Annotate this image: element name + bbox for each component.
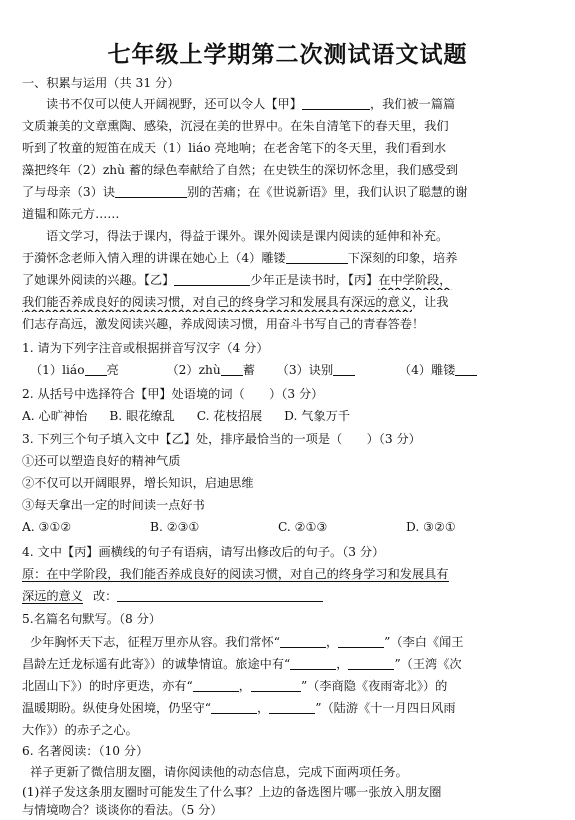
option-c[interactable]: C. ②①③ bbox=[278, 520, 328, 534]
passage1-line: 文质兼美的文章熏陶、感染，沉浸在美的世界中。在朱自清笔下的春天里，我们 bbox=[22, 119, 449, 133]
text-span: ，我们被一篇篇 bbox=[369, 97, 456, 111]
answer-blank[interactable] bbox=[193, 678, 239, 692]
section-heading: 一、积累与运用（共 31 分） bbox=[22, 76, 180, 90]
question-4: 4. 文中【丙】画横线的句子有语病，请写出修改后的句子。（3 分） bbox=[22, 545, 385, 559]
recitation-line bbox=[22, 676, 557, 696]
question-1-items bbox=[30, 360, 565, 380]
item-char: 亮 bbox=[106, 363, 119, 377]
answer-blank[interactable] bbox=[280, 634, 326, 648]
text-span: ， bbox=[325, 635, 339, 649]
answer-blank[interactable] bbox=[115, 184, 187, 198]
option-b[interactable]: B. 眼花缭乱 bbox=[109, 409, 175, 423]
passage2-line: 语文学习，得法于课内，得益于课外。课外阅读是课内阅读的延伸和补充。 bbox=[46, 229, 449, 243]
answer-blank[interactable] bbox=[251, 678, 301, 692]
option-c[interactable]: C. 花枝招展 bbox=[196, 409, 263, 423]
answer-blank[interactable] bbox=[302, 96, 370, 110]
answer-blank[interactable] bbox=[221, 362, 243, 376]
option-a[interactable]: A. 心旷神怡 bbox=[22, 409, 88, 423]
answer-blank[interactable] bbox=[174, 272, 250, 286]
recitation-line bbox=[22, 698, 557, 718]
text-span: ”（李白《闻王 bbox=[384, 635, 464, 649]
sentence-3: ③每天拿出一定的时间读一点好书 bbox=[22, 498, 205, 512]
passage1-line: 听到了牧童的短笛在成天（1）liáo 亮地响；在老舍笔下的冬天里，我们看到水 bbox=[22, 141, 447, 155]
passage1-line bbox=[46, 94, 557, 114]
text-span: ， bbox=[336, 657, 349, 671]
text-span: 深远的意义 bbox=[22, 589, 83, 603]
item-pinyin: （2）zhù bbox=[166, 363, 221, 377]
option-d[interactable]: D. 气象万千 bbox=[284, 409, 351, 423]
answer-blank[interactable] bbox=[211, 700, 257, 714]
option-b[interactable]: B. ②③① bbox=[150, 520, 200, 534]
answer-blank[interactable] bbox=[348, 656, 394, 670]
question-3: 3. 下列三个句子填入文中【乙】处，排序最恰当的一项是（ ）（3 分） bbox=[22, 432, 421, 446]
question-1: 1. 请为下列字注音或根据拼音写汉字（4 分） bbox=[22, 341, 269, 355]
item-char: 蓄 bbox=[242, 363, 255, 377]
question-5: 5.名篇名句默写。（8 分） bbox=[22, 612, 162, 626]
passage2-line bbox=[22, 292, 557, 312]
question-2: 2. 从括号中选择符合【甲】处语境的词（ ）（3 分） bbox=[22, 387, 324, 401]
text-span: ”（李商隐《夜雨寄北》）的 bbox=[300, 679, 448, 693]
recitation-line bbox=[30, 632, 557, 652]
text-span: 别的苦痛；在《世说新语》里，我们认识了聪慧的谢 bbox=[187, 185, 468, 199]
answer-blank[interactable] bbox=[455, 362, 477, 376]
text-span: 下深刻的印象，培养 bbox=[347, 251, 458, 265]
item-word: （3）诀别 bbox=[276, 363, 334, 377]
text-span: ，让我 bbox=[412, 295, 449, 309]
option-d[interactable]: D. ③②① bbox=[406, 520, 456, 534]
option-a[interactable]: A. ③①② bbox=[22, 520, 72, 534]
item-word: （4）雕镂 bbox=[398, 363, 456, 377]
question-6: 6. 名著阅读：（10 分） bbox=[22, 744, 149, 758]
revision-line bbox=[22, 586, 557, 606]
answer-blank[interactable] bbox=[290, 656, 336, 670]
text-span: 少年正是读书时，【丙】 bbox=[250, 273, 379, 287]
text-span: 少年胸怀天下志，征程万里亦从容。我们常怀“ bbox=[30, 635, 280, 649]
revise-label: 改： bbox=[92, 589, 118, 603]
recitation-line bbox=[22, 654, 557, 674]
question-2-options bbox=[22, 406, 557, 426]
answer-blank[interactable] bbox=[338, 634, 384, 648]
passage1-line bbox=[22, 182, 557, 202]
text-span: ”（王湾《次 bbox=[394, 657, 462, 671]
text-span: 温暖期盼。纵使身处困境，仍坚守“ bbox=[22, 701, 212, 715]
passage2-line bbox=[22, 248, 557, 268]
sentence-2: ②不仅可以开阔眼界，增长知识，启迪思维 bbox=[22, 476, 254, 490]
answer-blank[interactable] bbox=[85, 362, 107, 376]
text-span: ， bbox=[238, 679, 251, 693]
text-span: 读书不仅可以使人开阔视野，还可以令人【甲】 bbox=[46, 97, 302, 111]
answer-blank[interactable] bbox=[117, 588, 323, 602]
text-span: ”（陆游《十一月四日风雨 bbox=[315, 701, 456, 715]
text-span: ， bbox=[257, 701, 270, 715]
passage1-line: 道韫和陈元方…… bbox=[22, 207, 120, 221]
answer-blank[interactable] bbox=[286, 250, 348, 264]
recitation-line: 大作》）的赤子之心。 bbox=[22, 723, 138, 737]
question-6-intro: 祥子更新了微信朋友圈，请你阅读他的动态信息，完成下面两项任务。 bbox=[30, 765, 408, 779]
text-span: 北固山下》）的时序更迭，亦有“ bbox=[22, 679, 193, 693]
underlined-sentence: 在中学阶段， bbox=[378, 273, 452, 287]
passage1-line: 藻把终年（2）zhù 蓄的绿色奉献给了自然；在史铁生的深切怀念里，我们感受到 bbox=[22, 163, 458, 177]
task-1-line: (1)祥子发这条朋友圈时可能发生了什么事？上边的备选图片哪一张放入朋友圈 bbox=[22, 785, 442, 799]
answer-blank[interactable] bbox=[269, 700, 315, 714]
item-pinyin: （1）liáo bbox=[30, 363, 85, 377]
answer-blank[interactable] bbox=[333, 362, 355, 376]
passage2-line bbox=[22, 270, 557, 290]
text-span: 了与母亲（3）诀 bbox=[22, 185, 116, 199]
text-span: 昌龄左迁龙标遥有此寄》）的诚挚情谊。旅途中有“ bbox=[22, 657, 291, 671]
page-title: 七年级上学期第二次测试语文试题 bbox=[107, 41, 468, 68]
sentence-1: ①还可以塑造良好的精神气质 bbox=[22, 454, 181, 468]
text-span: 原：在中学阶段，我们能否养成良好的阅读习惯，对自己的终身学习和发展具有 bbox=[22, 567, 449, 581]
original-sentence bbox=[22, 564, 557, 584]
text-span: 于漪怀念老师入情入理的讲课在她心上（4）雕镂 bbox=[22, 251, 286, 265]
passage2-line: 们志存高远，激发阅读兴趣，养成阅读习惯，用奋斗书写自己的青春答卷！ bbox=[22, 317, 425, 331]
underlined-sentence: 我们能否养成良好的阅读习惯，对自己的终身学习和发展具有深远的意义 bbox=[22, 295, 412, 309]
text-span: 了她课外阅读的兴趣。【乙】 bbox=[22, 273, 175, 287]
question-3-options bbox=[22, 517, 557, 537]
task-1-line: 与情境吻合？谈谈你的看法。（5 分） bbox=[22, 803, 223, 817]
